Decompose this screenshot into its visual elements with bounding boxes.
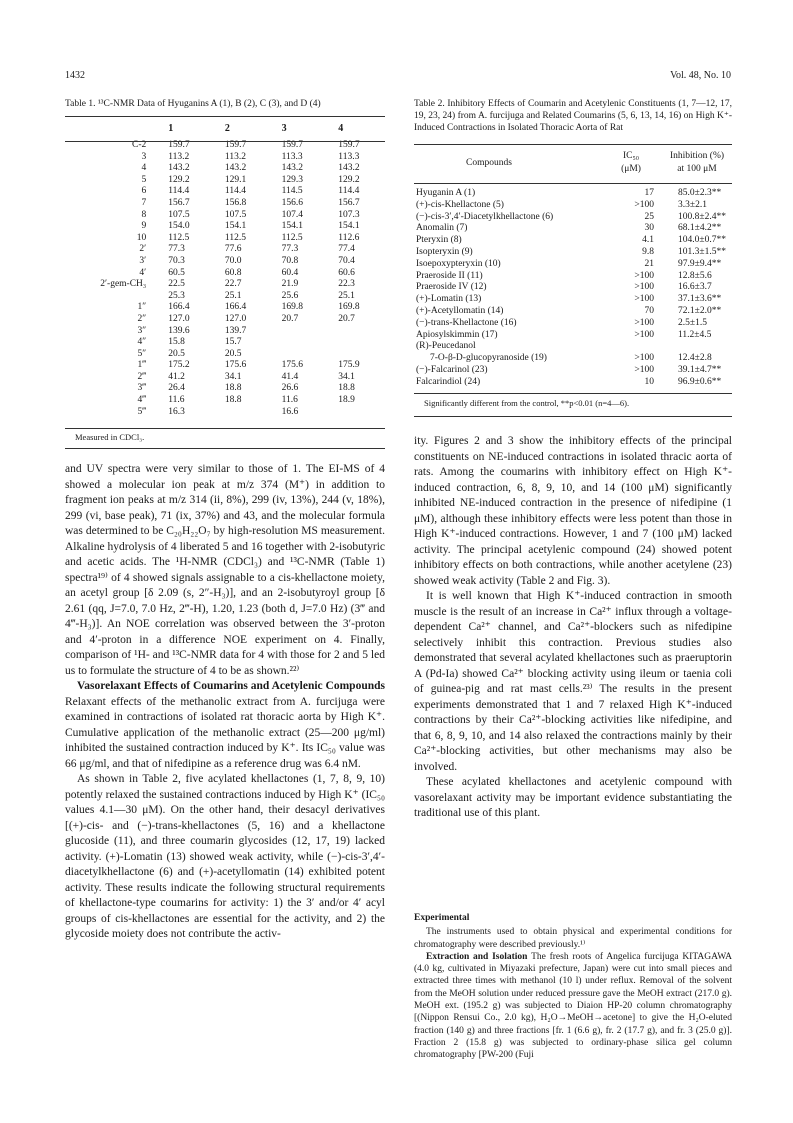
table1-cell: 175.2 xyxy=(168,360,190,371)
table1-header-cell: 4 xyxy=(338,123,344,135)
experimental-paragraph xyxy=(414,951,732,1062)
table1-cell: 107.3 xyxy=(338,209,360,220)
table1-cell: 77.6 xyxy=(224,244,242,255)
table1-cell: 70.8 xyxy=(281,255,299,266)
table2-ic50: >100 xyxy=(634,364,654,375)
table1-cell: 114.4 xyxy=(224,186,246,197)
table2-ic50: 9.8 xyxy=(642,246,654,257)
table2-inhibition: 72.1±2.0** xyxy=(678,305,722,316)
table1-cell: 107.4 xyxy=(281,209,303,220)
table2-body xyxy=(414,188,732,389)
table1-row xyxy=(65,291,383,303)
table2-header xyxy=(414,148,732,180)
table1-cell: 26.4 xyxy=(168,383,185,394)
table1-cell: 18.8 xyxy=(338,383,355,394)
table1-cell: 113.2 xyxy=(168,151,190,162)
table1-cell: 175.9 xyxy=(338,360,360,371)
table1-cell: 25.1 xyxy=(224,290,242,301)
table1-cell: 21.9 xyxy=(281,279,299,290)
table1-row xyxy=(65,279,383,291)
table1-row xyxy=(65,383,383,395)
table1-cell xyxy=(270,326,327,338)
table1-cell: 41.2 xyxy=(168,371,185,382)
table1-cell: 26.6 xyxy=(281,383,299,394)
table1-row-label: 6 xyxy=(141,186,147,197)
table1-cell: 18.8 xyxy=(224,395,242,406)
table1-row xyxy=(65,314,383,326)
table1-cell: 107.5 xyxy=(168,209,190,220)
table1-cell xyxy=(326,407,383,419)
table2-inhibition: 100.8±2.4** xyxy=(678,211,726,222)
table1-cell: 18.8 xyxy=(224,383,242,394)
table1-row xyxy=(65,186,383,198)
right-column xyxy=(414,434,732,822)
table1-cell: 159.7 xyxy=(224,140,247,150)
table2-compound: (+)-Acetyllomatin (14) xyxy=(416,305,504,316)
table1-row xyxy=(65,337,383,349)
table1-cell: 77.3 xyxy=(168,244,185,255)
experimental-paragraph: The instruments used to obtain physical and experimental conditions for chromatography were described previously.¹⁾ xyxy=(414,927,732,950)
table1-cell: 22.5 xyxy=(168,279,185,290)
table1-cell: 77.4 xyxy=(338,244,355,255)
table2-compound: Apiosylskimmin (17) xyxy=(416,329,498,340)
table1-cell xyxy=(270,349,327,361)
table1-cell: 20.7 xyxy=(281,313,299,324)
table1-cell xyxy=(326,349,383,361)
table2-row xyxy=(414,188,732,200)
table1-row xyxy=(65,360,383,372)
table1-footnote: Measured in CDCl₃. xyxy=(75,432,145,442)
table2-compound: (−)-cis-3′,4′-Diacetylkhellactone (6) xyxy=(416,211,554,222)
table2-row xyxy=(414,341,732,353)
table1-row-label: 1″ xyxy=(137,302,147,313)
table1-cell xyxy=(213,407,270,419)
experimental-subheading: Extraction and Isolation xyxy=(426,951,528,962)
table1-cell: 143.2 xyxy=(338,163,360,174)
table2-inhibition: 97.9±9.4** xyxy=(678,258,722,269)
table2-row xyxy=(414,259,732,271)
table1-row-label: 10 xyxy=(136,232,147,243)
table2-compound: (+)-Lomatin (13) xyxy=(416,294,482,305)
table2-inhibition: 2.5±1.5 xyxy=(678,317,707,328)
table1-row-label: 4 xyxy=(141,163,147,174)
table1-row xyxy=(65,395,383,407)
table1-cell xyxy=(326,326,383,338)
table1-cell: 60.5 xyxy=(168,267,185,278)
table1-cell: 25.1 xyxy=(338,290,355,301)
body-paragraph: and UV spectra were very similar to those of 1. The EI-MS of 4 showed a molecular ion peak at m/z 374 (M⁺) in addition to fragment ion peaks at m/z 314 (ii, 8%), 299 (iv, 13%), 244 (v, 18%), 299 (vi, base peak), 71 (ix, 37%) and 43, and the molecular formula was determined to be C₂₀H₂₂O₇ by high-resolution MS measurement. Alkaline hydrolysis of 4 liberated 5 and 16 together with 2-isobutyric and acetic acids. The ¹H-NMR (CDCl₃) and ¹³C-NMR (Table 1) spectra¹⁹⁾ of 4 showed signals assignable to a cis-khellactone moiety, an acetyl group [δ 2.09 (s, 2″-H₃)], and an 2-isobutyroyl group [δ 2.61 (qq, J=7.0, 7.0 Hz, 2‴-H), 1.20, 1.23 (both d, J=7.0 Hz) (3‴ and 4‴-H₃)]. An NOE correlation was observed between the 3′-proton and 4′-proton in a difference NOE experiment on 4. Finally, comparison of ¹H- and ¹³C-NMR data for 4 with those for 2 and 5 led us to formulate the structure of 4 to be as shown.²²⁾ xyxy=(65,463,385,677)
table1-cell: 154.1 xyxy=(281,221,303,232)
table2-footnote: Significantly different from the control, **p<0.01 (n=4—6). xyxy=(424,398,630,408)
table1-row-label: 3‴ xyxy=(137,383,147,394)
table1-cell: 114.5 xyxy=(281,186,303,197)
table2-inhibition: 37.1±3.6** xyxy=(678,294,722,305)
table1-cell: 156.8 xyxy=(224,197,247,208)
table1-cell: 156.7 xyxy=(168,197,190,208)
table1-row-label: 4‴ xyxy=(137,395,147,406)
table1-row xyxy=(65,268,383,280)
table2-row xyxy=(414,271,732,283)
table1-cell: 129.2 xyxy=(168,174,190,185)
table2-ic50 xyxy=(608,341,668,353)
table2-compound: Pteryxin (8) xyxy=(416,235,462,246)
table1-header-rule xyxy=(65,141,385,142)
table2-row xyxy=(414,247,732,259)
table1-cell: 129.2 xyxy=(338,174,360,185)
table2-inhibition: 104.0±0.7** xyxy=(678,235,726,246)
table2-row xyxy=(414,212,732,224)
table1-cell: 114.4 xyxy=(168,186,190,197)
table1-cell: 25.6 xyxy=(281,290,299,301)
table1-row-label: 7 xyxy=(141,197,147,208)
table2-ic50: 30 xyxy=(644,223,654,234)
table2-caption: Table 2. Inhibitory Effects of Coumarin and Acetylenic Constituents (1, 7—12, 17, 19, 23, 24) from A. furcijuga and Related Coumarins (5, 6, 13, 14, 16) on High K⁺-Induced Contractions in Isolated Thoracic Aorta of Rat xyxy=(414,99,732,133)
table1-row-label: 4′ xyxy=(139,267,147,278)
table1-top-rule xyxy=(65,116,385,117)
table1-row-label: 1‴ xyxy=(137,360,147,371)
table2-bottom-rule xyxy=(414,393,732,394)
table1-row xyxy=(65,175,383,187)
table2-col-ic50: IC₅₀ xyxy=(622,151,640,161)
table2-ic50: 10 xyxy=(644,376,654,387)
table1-cell: 16.3 xyxy=(168,406,185,417)
table2-compound: (R)-Peucedanol xyxy=(416,341,476,352)
table2-compound: (+)-cis-Khellactone (5) xyxy=(416,199,504,210)
table1-cell: 20.5 xyxy=(168,348,185,359)
table2-ic50: 4.1 xyxy=(642,235,654,246)
table1-cell: 41.4 xyxy=(281,371,299,382)
table1-cell: 25.3 xyxy=(168,290,185,301)
body-paragraph: These acylated khellactones and acetylenic compound with vasorelaxant activity may be important evidence substantiating the traditional use of this plant. xyxy=(414,776,732,819)
table1-cell: 159.7 xyxy=(168,140,190,150)
table1-cell: 11.6 xyxy=(281,395,298,406)
table1-caption: Table 1. ¹³C-NMR Data of Hyuganins A (1), B (2), C (3), and D (4) xyxy=(65,99,321,109)
table1-cell: 154.1 xyxy=(224,221,247,232)
table1-row xyxy=(65,349,383,361)
table1-cell: 113.2 xyxy=(224,151,246,162)
table1-cell: 112.5 xyxy=(281,232,303,243)
table1-cell: 114.4 xyxy=(338,186,360,197)
table1-cell: 20.5 xyxy=(224,348,242,359)
table1-cell: 18.9 xyxy=(338,395,355,406)
table2-compound: Anomalin (7) xyxy=(416,223,468,234)
table1-header-cell xyxy=(65,118,156,140)
table1-row xyxy=(65,221,383,233)
table2-row xyxy=(414,377,732,389)
table2-col-ic50-unit: (μM) xyxy=(621,164,641,174)
table2-row xyxy=(414,318,732,330)
table2-inhibition: 11.2±4.5 xyxy=(678,329,712,340)
page-number: 1432 xyxy=(65,70,85,81)
table1-cell: 139.7 xyxy=(224,325,247,336)
table2-compound: Hyuganin A (1) xyxy=(416,188,476,198)
table1-row xyxy=(65,326,383,338)
table1-cell xyxy=(270,337,327,349)
table1-header-row xyxy=(65,118,383,140)
table1-cell: 113.3 xyxy=(338,151,360,162)
table1-cell: 143.2 xyxy=(224,163,247,174)
section-heading: Vasorelaxant Effects of Coumarins and Acetylenic Compounds xyxy=(77,680,385,692)
table1-row-label: 5″ xyxy=(137,348,147,359)
table2-compound: 7-O-β-D-glucopyranoside (19) xyxy=(430,353,547,364)
table2-compound: (−)-Falcarinol (23) xyxy=(416,364,488,375)
table1-cell: 166.4 xyxy=(224,302,247,313)
table1-cell: 156.6 xyxy=(281,197,303,208)
table2-ic50: 21 xyxy=(644,258,654,269)
table1-cell: 22.3 xyxy=(338,279,355,290)
table2-compound: Falcarindiol (24) xyxy=(416,376,481,387)
table2-inhibition: 16.6±3.7 xyxy=(678,282,712,293)
table1-cell: 129.1 xyxy=(224,174,247,185)
table1-cell: 139.6 xyxy=(168,325,190,336)
table2-col-inhibition: Inhibition (%) xyxy=(669,151,725,161)
table2-row xyxy=(414,365,732,377)
table2-compound: Isopteryxin (9) xyxy=(416,246,473,257)
table1-row-label: 2‴ xyxy=(137,371,147,382)
body-paragraph: As shown in Table 2, five acylated khellactones (1, 7, 8, 9, 10) potently relaxed the sustained contractions induced by High K⁺ (IC₅₀ values 4.1—30 μM). On the other hand, their desacyl derivatives [(+)-cis- and (−)-trans-khellactones (5, 16) and a khellactone glucoside (11), and three coumarin glycosides (12, 17, 19) lacked activity. (+)-Lomatin (13) showed weak activity, while (−)-cis-3′,4′-diacetylkhellactone (6) and (+)-acetyllomatin (14) exhibited potent activity. These results indicate the following structural requirements of khellactone-type coumarins for activity: 1) the 3′ and/or 4′ acyl groups of cis-khellactones are essential for the activity, and 2) the glycoside moiety does not contribute the activ- xyxy=(65,773,385,940)
table2-ic50: 70 xyxy=(644,305,654,316)
table2-compound: Praeroside II (11) xyxy=(416,270,483,281)
table2-inhibition: 85.0±2.3** xyxy=(678,188,722,198)
table1-row xyxy=(65,244,383,256)
table1-cell: 112.5 xyxy=(224,232,246,243)
body-paragraph: ity. Figures 2 and 3 show the inhibitory effects of the principal constituents on NE-induced contractions in isolated thracic aorta of rats. Among the coumarins with inhibitory effect on High K⁺-induced contraction, 6, 8, 9, 10, and 14 (100 μM) significantly inhibited NE-induced contraction in the presence of nifedipine (1 μM), although these inhibitory effects were less potent than those in High K⁺-induced contractions. However, 1 and 7 (100 μM) lacked activity. The principal acetylenic compound (24) showed potent inhibitory effects on both contractions, while another acetylene (23) showed weak activity (Table 2 and Fig. 3). xyxy=(414,435,732,587)
table2-compound: Isoepoxypteryxin (10) xyxy=(416,258,501,269)
table1-cell: 113.3 xyxy=(281,151,303,162)
table2-ic50: >100 xyxy=(634,317,654,328)
table1-cell: 22.7 xyxy=(224,279,242,290)
table2-compound: (−)-trans-Khellactone (16) xyxy=(416,317,517,328)
table1-row xyxy=(65,372,383,384)
table1-cell: 15.7 xyxy=(224,337,242,348)
table1-cell: 169.8 xyxy=(338,302,360,313)
table1-cell: 107.5 xyxy=(224,209,247,220)
table2-compound: Praeroside IV (12) xyxy=(416,282,487,293)
table1-bottom-rule xyxy=(65,428,385,429)
table1-cell: 77.3 xyxy=(281,244,299,255)
table1-cell: 70.3 xyxy=(168,255,185,266)
table2-col-inhibition-unit: at 100 μM xyxy=(677,164,717,174)
table2-row xyxy=(414,223,732,235)
table2-row xyxy=(414,235,732,247)
table2-ic50: >100 xyxy=(634,353,654,364)
table1-cell: 34.1 xyxy=(224,371,242,382)
table1-cell: 16.6 xyxy=(281,406,299,417)
table1-row-label: 3″ xyxy=(137,325,147,336)
table1-cell: 20.7 xyxy=(338,313,355,324)
table2-ic50: 17 xyxy=(644,188,654,198)
table1-row xyxy=(65,407,383,419)
table1-row-label: 2′-gem-CH₃ xyxy=(100,279,147,290)
table2-inhibition: 68.1±4.2** xyxy=(678,223,722,234)
table1-row-label: 5 xyxy=(141,174,147,185)
table1-cell: 11.6 xyxy=(168,395,185,406)
table1-cell: 70.0 xyxy=(224,255,242,266)
table1-cell: 159.7 xyxy=(281,140,303,150)
table1-row xyxy=(65,198,383,210)
table2-row xyxy=(414,282,732,294)
experimental-heading: Experimental xyxy=(414,913,470,923)
experimental-section xyxy=(414,912,732,1062)
table1-header-cell: 3 xyxy=(281,123,287,135)
table1-cell: 127.0 xyxy=(168,313,190,324)
body-text: Relaxant effects of the methanolic extract from A. furcijuga were examined in contractions of isolated rat thoracic aorta by High K⁺. Cumulative application of the methanolic extract (25—200 μg/ml) inhibited the sustained contraction induced by K⁺. Its IC₅₀ value was 66 μg/ml, and that of nifedipine as a reference drug was 6.4 nM. xyxy=(65,695,385,770)
table1-row-label: 2″ xyxy=(137,313,147,324)
table2-inhibition: 101.3±1.5** xyxy=(678,246,726,257)
table1-row xyxy=(65,302,383,314)
table1-row-label xyxy=(65,291,156,303)
table1-cell: 156.7 xyxy=(338,197,360,208)
table2-ic50: >100 xyxy=(634,199,654,210)
table2-inhibition: 39.1±4.7** xyxy=(678,364,722,375)
table1-row xyxy=(65,210,383,222)
table1-header-cell: 2 xyxy=(224,123,230,135)
table2-ic50: 25 xyxy=(644,211,654,222)
table1-cell: 127.0 xyxy=(224,313,247,324)
table1-row xyxy=(65,233,383,245)
table1-row-label: 3 xyxy=(141,151,147,162)
table1-cell: 34.1 xyxy=(338,371,355,382)
table1-cell: 60.6 xyxy=(338,267,355,278)
table1-cell xyxy=(326,337,383,349)
table2-row xyxy=(414,306,732,318)
table2-inhibition xyxy=(668,341,732,353)
table1-cell: 112.5 xyxy=(168,232,190,243)
table2-inhibition: 12.4±2.8 xyxy=(678,353,712,364)
table1-row-label: 4″ xyxy=(137,337,147,348)
table1-cell: 129.3 xyxy=(281,174,303,185)
table1-row xyxy=(65,256,383,268)
table2-row xyxy=(414,200,732,212)
table2-inhibition: 12.8±5.6 xyxy=(678,270,712,281)
table2-ic50: >100 xyxy=(634,270,654,281)
table2-ic50: >100 xyxy=(634,294,654,305)
table1-end-rule xyxy=(65,448,385,449)
table1-body xyxy=(65,140,383,418)
table1-row-label: 5‴ xyxy=(137,406,147,417)
table2-top-rule xyxy=(414,144,732,145)
table2-inhibition: 3.3±2.1 xyxy=(678,199,707,210)
table1-row-label: 3′ xyxy=(139,255,147,266)
table1-cell: 166.4 xyxy=(168,302,190,313)
body-paragraph xyxy=(65,679,385,772)
table1-cell: 143.2 xyxy=(281,163,303,174)
table1-cell: 154.0 xyxy=(168,221,190,232)
table1-cell: 15.8 xyxy=(168,337,185,348)
table1-cell: 143.2 xyxy=(168,163,190,174)
table1-row-label: C-2 xyxy=(131,140,147,150)
left-column xyxy=(65,462,385,943)
table1-cell: 70.4 xyxy=(338,255,355,266)
table1 xyxy=(65,118,383,418)
table1-row xyxy=(65,152,383,164)
table1-cell: 169.8 xyxy=(281,302,303,313)
table1-cell: 159.7 xyxy=(338,140,360,150)
table1-cell: 175.6 xyxy=(281,360,303,371)
table2-row xyxy=(414,353,732,365)
table2 xyxy=(414,188,732,389)
table1-row-label: 2′ xyxy=(139,244,147,255)
table1-row-label: 9 xyxy=(141,221,147,232)
table1-cell: 112.6 xyxy=(338,232,360,243)
table1-header-cell: 1 xyxy=(168,123,174,135)
table1-cell: 175.6 xyxy=(224,360,247,371)
table2-header-rule xyxy=(414,183,732,184)
journal-issue: Vol. 48, No. 10 xyxy=(670,70,731,81)
table1-cell: 60.8 xyxy=(224,267,242,278)
table1-cell: 60.4 xyxy=(281,267,299,278)
table2-inhibition: 96.9±0.6** xyxy=(678,376,722,387)
table2-row xyxy=(414,330,732,342)
table2-ic50: >100 xyxy=(634,329,654,340)
table1-cell: 154.1 xyxy=(338,221,360,232)
experimental-text: The fresh roots of Angelica furcijuga KITAGAWA (4.0 kg, cultivated in Miyazaki prefecture, Japan) were cut into small pieces and extracted three times with methanol (10 l) under reflux. Removal of the solvent from the MeOH solution under reduced pressure gave the MeOH extract (217.0 g). MeOH ext. (195.2 g) was subjected to Diaion HP-20 column chromatography [(Nippon Rensui Co., 2.0 kg), H₂O→MeOH→acetone] to give the H₂O-eluted fraction (140 g) and three fractions [fr. 1 (6.6 g), fr. 2 (17.7 g), and fr. 3 (25.0 g)]. Fraction 2 (15.8 g) was subjected to ordinary-phase silica gel column chromatography [PW-200 (Fuji xyxy=(414,951,732,1061)
table1-row-label: 8 xyxy=(141,209,147,220)
table2-ic50: >100 xyxy=(634,282,654,293)
table1-row xyxy=(65,163,383,175)
table2-col-compounds: Compounds xyxy=(466,158,512,168)
table2-end-rule xyxy=(414,416,732,417)
body-paragraph: It is well known that High K⁺-induced contraction in smooth muscle is the result of an increase in Ca²⁺ influx through a voltage-dependent Ca²⁺ channel, and Ca²⁺-blockers such as nifedipine selectively inhibit this contraction. Previous studies also demonstrated that several acylated khellactones such as praeruptorin A (Pd-Ia) showed Ca²⁺ blocking activity using ileum or taenia coli of guinea-pig and rat mast cells.²³⁾ The results in the present experiments demonstrated that 1 and 7 relaxed High K⁺-induced contractions by their Ca²⁺-blocking activities like nifedipine, and that 6, 8, 9, 10, and 14 also relaxed the contractions mainly by their Ca²⁺-blocking activities, but other mechanisms may also be involved. xyxy=(414,590,732,773)
table2-row xyxy=(414,294,732,306)
